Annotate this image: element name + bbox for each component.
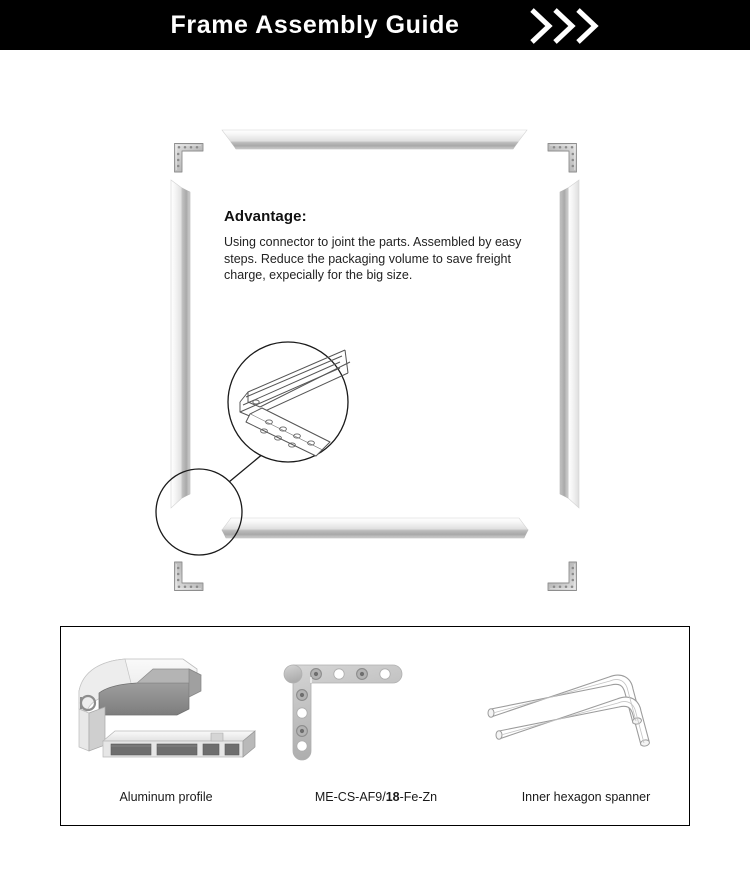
part-label-suffix: -Fe-Zn [399,790,438,804]
part-label-text: Inner hexagon spanner [521,790,651,804]
part-item-hexagon-spanner [481,627,691,827]
exploded-frame-assembly-diagram [0,50,750,610]
advantage-body-text: Using connector to joint the parts. Assembled by easy steps. Reduce the packaging volume to save freight charge, expecially for the big size. [224,235,522,282]
parts-panel [60,626,690,826]
frame-rail-top [222,130,527,149]
corner-connector-bottom-left [175,562,204,591]
part-label-prefix: ME-CS-AF9/ [314,790,386,804]
part-label-hexagon-spanner [481,790,691,804]
triple-chevron-right-icon [528,8,608,44]
aluminum-profile-icon [61,647,271,767]
part-label-aluminum-profile [61,790,271,804]
header-banner [0,0,750,50]
corner-connector-icon [271,647,481,767]
frame-rail-right [560,180,579,508]
corner-connector-detail-view [228,342,350,462]
corner-connector-bottom-right [548,562,577,591]
page-title: Frame Assembly Guide [170,11,460,39]
part-item-aluminum-profile [61,627,271,827]
frame-rail-bottom [222,518,528,538]
corner-connector-top-left [175,144,204,173]
frame-rail-left [171,180,190,508]
part-label-text: Aluminum profile [119,790,213,804]
part-label-emphasis: 18 [385,790,400,804]
part-item-corner-connector [271,627,481,827]
advantage-heading: Advantage: [224,208,307,225]
inner-hexagon-spanner-icon [481,647,691,767]
part-label-corner-connector [271,790,481,804]
corner-connector-top-right [548,144,577,173]
advantage-text-block [224,208,534,284]
